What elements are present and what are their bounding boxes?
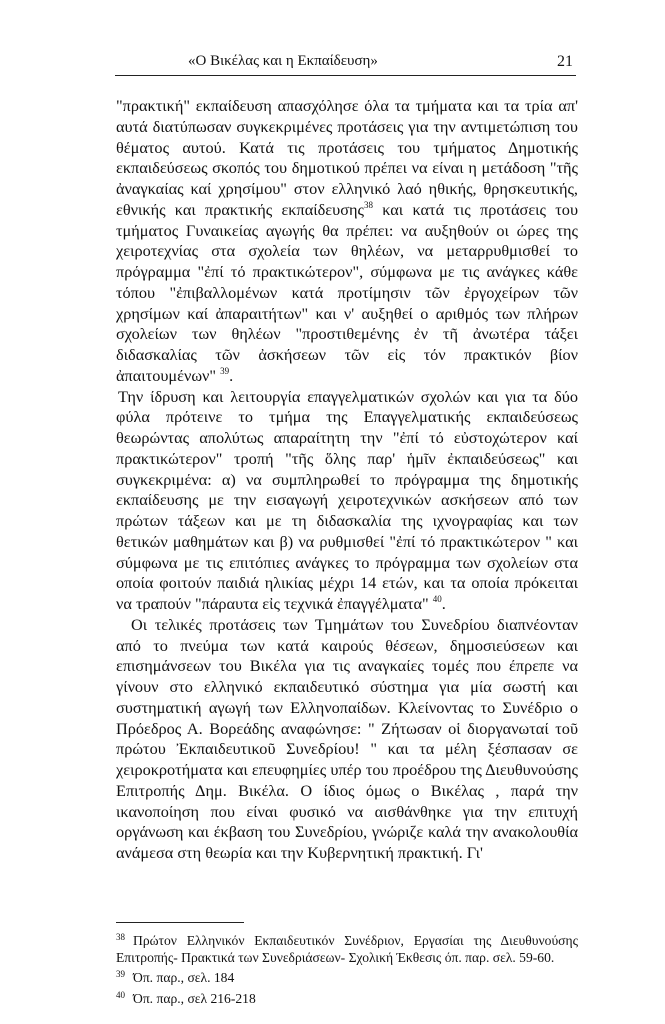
footnote-38: [116, 929, 578, 966]
footnote-ref-39: 39: [220, 365, 230, 376]
running-header: [115, 53, 575, 75]
footnote-text: Πρώτον Ελληνικόν Εκπαιδευτικόν Συνέδριον, Εργασίαι της Διευθυνούσης Επιτροπής- Πρακτικά των Συνεδριάσεων- Σχολική Έκθεσις όπ. παρ. σελ. 59-60.: [116, 933, 578, 966]
footnote-number: 39: [116, 969, 125, 980]
footnote-number: 40: [116, 989, 125, 1000]
footnote-39: [116, 966, 578, 986]
paragraph-1-part-c: .: [229, 365, 234, 385]
paragraph-1-part-b: και κατά τις προτάσεις του τμήματος Γυναικείας αγωγής θα πρέπει: να αυξηθούν οι ώρες της χειροτεχνίας στα σχολεία των θηλέων, να μεταρρυθμισθεί το πρόγραμμα "ἐπί τό πρακτικώτερον", σύμφωνα με τις ανάγκες κάθε τόπου "ἐπιβαλλομένων κατά προτίμησιν τῶν ἐργοχείρων τῶν χρησίμων καί ἀπαραιτήτων" και ν' αυξηθεί ο αριθμός των πλήρων σχολείων των θηλέων "προστιθεμένης ἐν τῆ ἀνωτέρα τάξει διδασκαλίας τῶν ἀσκήσεων τῶν εἰς τόν πρακτικόν βίον ἀπαιτουμένων": [116, 199, 579, 385]
footnote-number: 38: [116, 932, 125, 942]
running-title: «Ο Βικέλας και η Εκπαίδευση»: [188, 53, 378, 69]
paragraph-1: [116, 96, 578, 387]
header-rule: [115, 75, 576, 76]
footnote-ref-38: 38: [363, 199, 373, 210]
body-text: [116, 96, 578, 864]
paragraph-3: Οι τελικές προτάσεις των Τμημάτων του Συνεδρίου διαπνέονταν από το πνεύμα των κατά καιρούς θέσεων, δημοσιεύσεων και επισημάνσεων του Βικέλα για τις αναγκαίες τομές που έπρεπε να γίνουν στο ελληνικό εκπαιδευτικό σύστημα για μία σωστή και συστηματική αγωγή των Ελληνοπαίδων. Κλείνοντας το Συνέδριο ο Πρόεδρος Α. Βορεάδης αναφώνησε: " Ζήτωσαν οἱ διοργανωταί τοῦ πρώτου Ἐκπαιδευτικοῦ Συνεδρίου! " και τα μέλη ξέσπασαν σε χειροκροτήματα και επευφημίες υπέρ του προέδρου της Διευθυνούσης Επιτροπής Δημ. Βικέλα. Ο ίδιος όμως ο Βικέλας , παρά την ικανοποίηση που είναι φυσικό να αισθάνθηκε για την επιτυχή οργάνωση και έκβαση του Συνεδρίου, γνώριζε καλά την ανακολουθία ανάμεσα στη θεωρία και την Κυβερνητική πρακτική. Γι': [116, 614, 578, 862]
footnote-rule: [116, 922, 244, 923]
footnote-ref-40: 40: [432, 594, 442, 604]
footnote-text: Όπ. παρ., σελ. 184: [133, 970, 235, 986]
paragraph-2-part-b: .: [441, 594, 446, 613]
page-number: 21: [557, 53, 573, 70]
paragraph-2-part-a: Την ίδρυση και λειτουργία επαγγελματικών σχολών και για τα δύο φύλα πρότεινε το τμήμα της Επαγγελματικής εκπαιδεύσεως θεωρώντας απολύτως απαραίτητη την "ἐπί τό εὐστοχώτερον καί πρακτικώτερον" τροπή "τῆς ὅλης παρ' ἡμῖν ἐκπαιδεύσεως" και συγκεκριμένα: α) να συμπληρωθεί το πρόγραμμα της δημοτικής εκπαίδευσης με την εισαγωγή χειροτεχνικών ασκήσεων από των πρώτων τάξεων και με τη διδασκαλία της ιχνογραφίας και των θετικών μαθημάτων και β) να ρυθμισθεί "ἐπί τό πρακτικώτερον " και σύμφωνα με τις επιτόπιες ανάγκες το πρόγραμμα των σχολείων στα οποία φοιτούν παιδιά ηλικίας μέχρι 14 ετών, και τα οποία πρόκειται να τραπούν "πάραυτα εἰς τεχνικά ἐπαγγέλματα": [116, 386, 578, 613]
paragraph-2: [116, 387, 578, 615]
footnote-40: [116, 987, 578, 1007]
footnote-text: Όπ. παρ., σελ 216-218: [133, 990, 256, 1006]
paragraph-1-part-a: "πρακτική" εκπαίδευση απασχόλησε όλα τα τμήματα και τα τρία απ' αυτά διατύπωσαν συγκεκριμένες προτάσεις για την αντιμετώπιση του θέματος αυτού. Κατά τις προτάσεις του τμήματος Δημοτικής εκπαιδεύσεως σκοπός του δημοτικού πρέπει να είναι η μετάδοση "τῆς ἀναγκαίας καί χρησίμου" στον ελληνικό λαό ηθικής, θρησκευτικής, εθνικής και πρακτικής εκπαίδευσης: [116, 96, 578, 219]
footnotes: [116, 929, 578, 1007]
